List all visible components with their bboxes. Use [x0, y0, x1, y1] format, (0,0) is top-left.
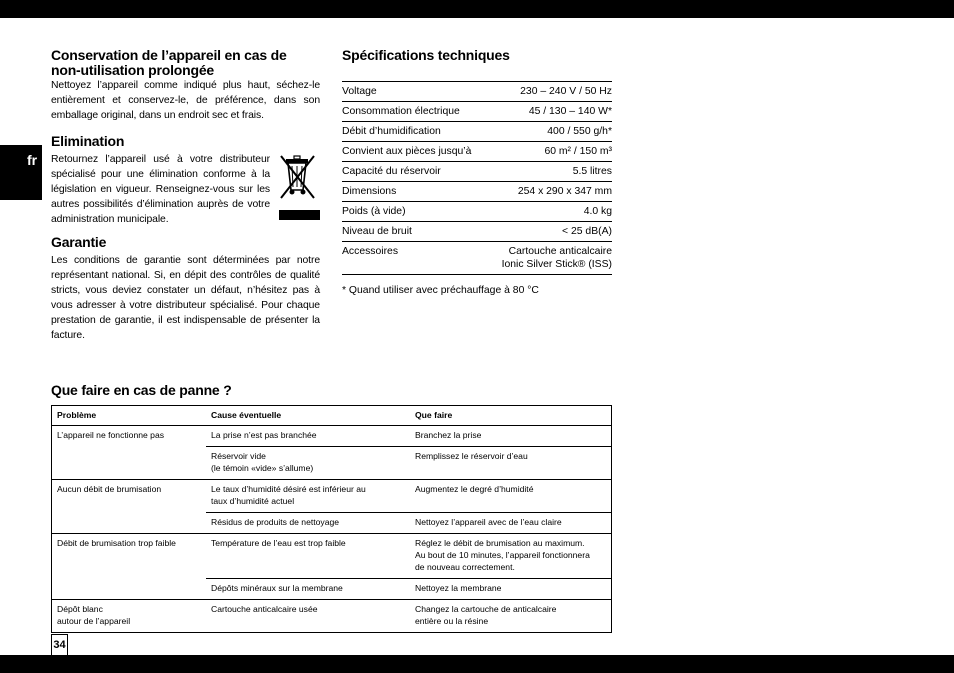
spec-row: [342, 82, 612, 102]
spec-value: 230 – 240 V / 50 Hz: [488, 82, 612, 102]
spec-value: 254 x 290 x 347 mm: [488, 182, 612, 202]
problem-cell: L’appareil ne fonctionne pas: [52, 426, 207, 447]
page-number: 34: [51, 634, 68, 655]
specifications-table: [342, 81, 612, 275]
problem-cell: Dépôt blanc autour de l’appareil: [52, 600, 207, 633]
bottom-black-bar: [0, 655, 954, 673]
header-action: Que faire: [410, 406, 612, 426]
spec-label: Voltage: [342, 82, 488, 102]
spec-value-line2: Ionic Silver Stick® (ISS): [501, 259, 612, 270]
spec-footnote: * Quand utiliser avec préchauffage à 80 °C: [342, 285, 539, 296]
problem-cell: Aucun débit de brumisation: [52, 480, 207, 513]
cause-cell: Réservoir vide (le témoin «vide» s’allume): [206, 447, 410, 480]
spec-row: [342, 202, 612, 222]
spec-value: 60 m² / 150 m³: [488, 142, 612, 162]
specifications-section: [342, 48, 612, 296]
spec-row: [342, 162, 612, 182]
action-cell: Nettoyez la membrane: [410, 579, 612, 600]
spec-value: Cartouche anticalcaire: [508, 246, 612, 257]
action-cell: Changez la cartouche de anticalcaire entière ou la résine: [410, 600, 612, 633]
spec-value: 4.0 kg: [488, 202, 612, 222]
cause-cell: Le taux d’humidité désiré est inférieur au taux d’humidité actuel: [206, 480, 410, 513]
disposal-text: Retournez l’appareil usé à votre distributeur spécialisé pour une élimination conforme à la législation en vigueur. Renseignez-vous sur les autres possibilités d’élimination auprès de votre administration municipale.: [51, 154, 270, 225]
spec-row: [342, 182, 612, 202]
spec-value: 45 / 130 – 140 W*: [488, 102, 612, 122]
cause-cell: Dépôts minéraux sur la membrane: [206, 579, 410, 600]
spec-label: Capacité du réservoir: [342, 162, 488, 182]
spec-value-multi: [488, 242, 612, 275]
cause-cell: Résidus de produits de nettoyage: [206, 513, 410, 534]
troubleshooting-title: Que faire en cas de panne ?: [51, 382, 232, 398]
table-row: [52, 579, 612, 600]
spec-value: < 25 dB(A): [488, 222, 612, 242]
spec-value: 5.5 litres: [488, 162, 612, 182]
table-row: [52, 426, 612, 447]
cause-cell: Température de l’eau est trop faible: [206, 534, 410, 579]
action-cell: Branchez la prise: [410, 426, 612, 447]
action-cell: Nettoyez l’appareil avec de l’eau claire: [410, 513, 612, 534]
warranty-text: Les conditions de garantie sont déterminées par notre représentant national. Si, en dépit des contrôles de qualité stricts, vous deviez constater un défaut, n’hésitez pas à vous adresser à votre distributeur spécialisé. Pour chaque prestation de garantie, il est indispensable de présenter la facture.: [51, 255, 320, 341]
problem-cell: [52, 447, 207, 480]
spec-row: [342, 242, 612, 275]
spec-label: Convient aux pièces jusqu’à: [342, 142, 488, 162]
table-row: [52, 513, 612, 534]
storage-text: Nettoyez l’appareil comme indiqué plus haut, séchez-le entièrement et conservez-le, de préférence, dans son emballage original, dans un endroit sec et frais.: [51, 80, 320, 121]
spec-row: [342, 222, 612, 242]
action-cell: Remplissez le réservoir d’eau: [410, 447, 612, 480]
problem-cell: [52, 579, 207, 600]
table-header-row: [52, 406, 612, 426]
spec-label: Niveau de bruit: [342, 222, 488, 242]
spec-value: 400 / 550 g/h*: [488, 122, 612, 142]
troubleshooting-section: [51, 383, 612, 633]
top-black-bar: [0, 0, 954, 18]
table-row: [52, 600, 612, 633]
table-row: [52, 534, 612, 579]
action-cell: Augmentez le degré d’humidité: [410, 480, 612, 513]
storage-title-line1: Conservation de l’appareil en cas de: [51, 47, 287, 63]
spec-row: [342, 142, 612, 162]
specifications-title: Spécifications techniques: [342, 47, 510, 63]
table-row: [52, 480, 612, 513]
cause-cell: Cartouche anticalcaire usée: [206, 600, 410, 633]
language-tab: [0, 145, 42, 200]
spec-label: Poids (à vide): [342, 202, 488, 222]
warranty-title: Garantie: [51, 234, 107, 250]
header-cause: Cause éventuelle: [206, 406, 410, 426]
problem-cell: [52, 513, 207, 534]
spec-label: Dimensions: [342, 182, 488, 202]
troubleshooting-table: [51, 405, 612, 633]
disposal-title: Elimination: [51, 133, 125, 149]
language-tab-label: fr: [27, 152, 38, 168]
spec-row: [342, 122, 612, 142]
header-problem: Problème: [52, 406, 207, 426]
table-row: [52, 447, 612, 480]
warranty-section: [51, 235, 320, 343]
crossed-out-wheelie-bin-icon: [276, 150, 320, 222]
storage-title-line2: non-utilisation prolongée: [51, 62, 214, 78]
spec-label: Consommation électrique: [342, 102, 488, 122]
spec-label: Accessoires: [342, 242, 488, 275]
action-cell: Réglez le débit de brumisation au maximum. Au bout de 10 minutes, l’appareil fonctionnera de nouveau correctement.: [410, 534, 612, 579]
storage-section: [51, 48, 320, 123]
cause-cell: La prise n’est pas branchée: [206, 426, 410, 447]
spec-label: Débit d’humidification: [342, 122, 488, 142]
spec-row: [342, 102, 612, 122]
problem-cell: Débit de brumisation trop faible: [52, 534, 207, 579]
